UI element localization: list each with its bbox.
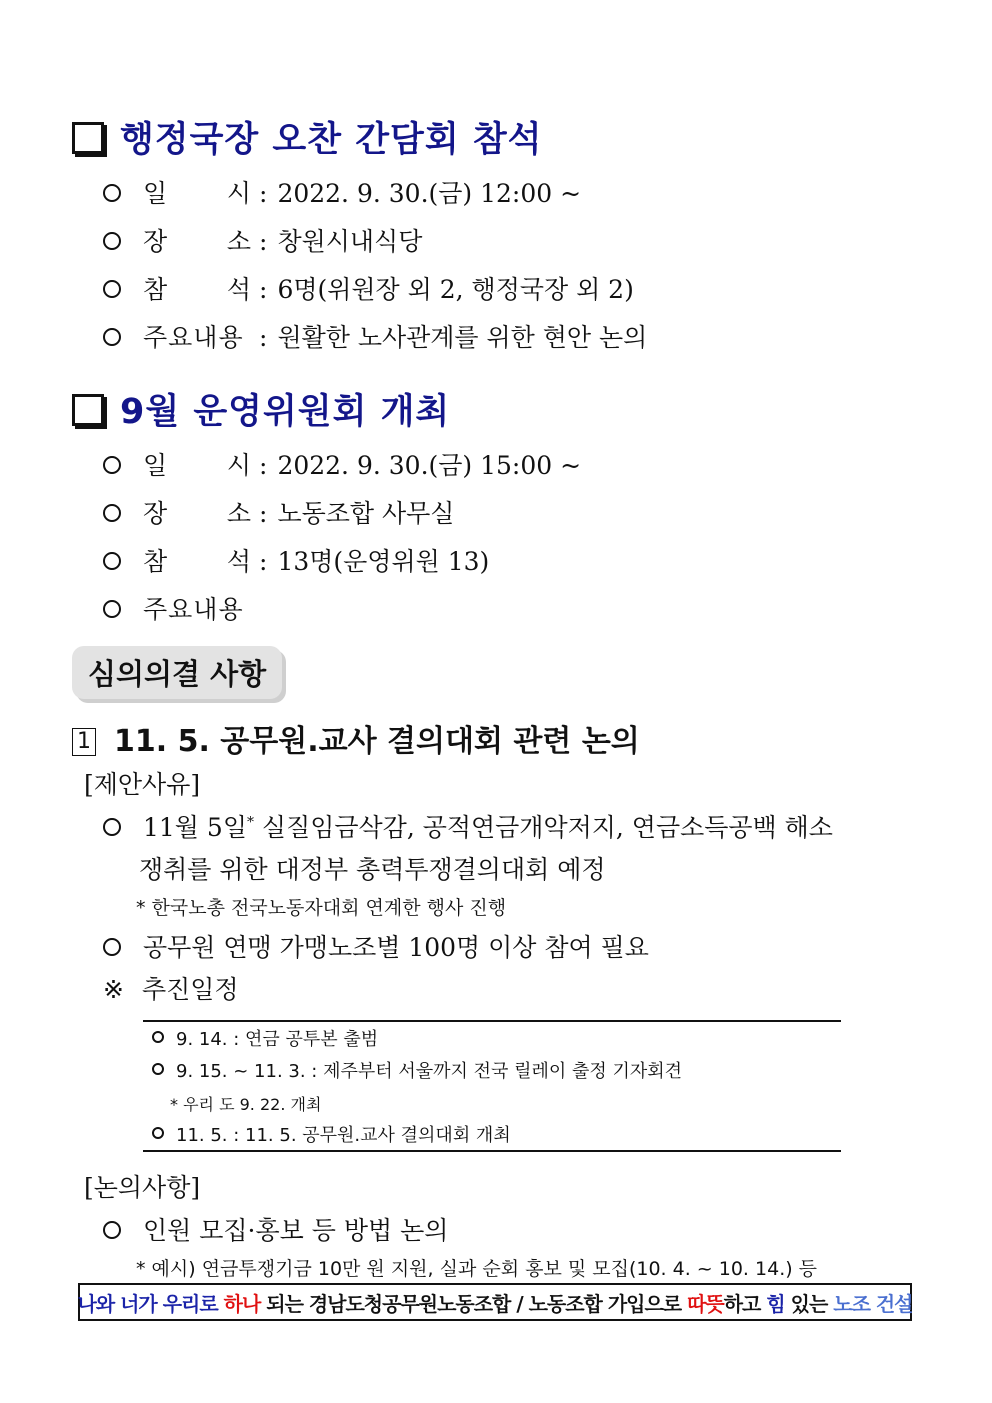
schedule-top-rule <box>143 1020 841 1022</box>
reason-note: * 한국노총 전국노동자대회 연계한 행사 진행 <box>136 897 507 919</box>
slogan-seg-7: 노조 건설 <box>833 1291 913 1316</box>
section2-title: 9월 운영위원회 개최 <box>120 392 451 432</box>
schedule-item-1: 9. 14. : 연금 공투본 출범 <box>152 1025 378 1051</box>
circle-bullet-icon <box>103 184 121 202</box>
agenda-title: 11. 5. 공무원.교사 결의대회 관련 논의 <box>114 724 640 759</box>
section1-heading <box>72 112 542 162</box>
reason-header: [제안사유] <box>84 770 201 799</box>
place-value: 창원시내식당 <box>277 227 423 256</box>
circle-bullet-icon <box>103 938 121 956</box>
small-circle-bullet-icon <box>152 1063 164 1075</box>
attendees-value: 13명(운영위원 13) <box>277 547 490 576</box>
schedule-bottom-rule <box>143 1150 841 1152</box>
circle-bullet-icon <box>103 1221 121 1239</box>
schedule-header: ※ 추진일정 <box>103 975 239 1004</box>
circle-bullet-icon <box>103 456 121 474</box>
attendees-value: 6명(위원장 외 2, 행정국장 외 2) <box>277 275 634 304</box>
section1-item-attendees: 참 석 : 6명(위원장 외 2, 행정국장 외 2) <box>103 270 634 306</box>
slogan-seg-5: 힘 <box>766 1291 785 1316</box>
footer-slogan <box>78 1283 912 1321</box>
discussion-header: [논의사항] <box>84 1173 201 1202</box>
agenda-heading <box>72 716 640 760</box>
discussion-item-1: 인원 모집·홍보 등 방법 논의 <box>103 1211 448 1247</box>
schedule-item-2: 9. 15. ~ 11. 3. : 제주부터 서울까지 전국 릴레이 출정 기자회견 <box>152 1057 682 1083</box>
date-value: 2022. 9. 30.(금) 15:00 ~ <box>277 451 582 480</box>
section2-heading <box>72 384 450 434</box>
circle-bullet-icon <box>103 328 121 346</box>
reason-item-1: 11월 5일* 실질임금삭감, 공적연금개악저지, 연금소득공백 해소 <box>103 808 833 844</box>
checkbox-square-icon <box>72 122 104 154</box>
circle-bullet-icon <box>103 504 121 522</box>
section1-item-date: 일 시 : 2022. 9. 30.(금) 12:00 ~ <box>103 174 581 210</box>
circle-bullet-icon <box>103 552 121 570</box>
deliberation-badge: 심의의결 사항 <box>72 646 282 699</box>
section2-item-attendees: 참 석 : 13명(운영위원 13) <box>103 542 489 578</box>
schedule-note: * 우리 도 9. 22. 개최 <box>170 1095 322 1114</box>
small-circle-bullet-icon <box>152 1127 164 1139</box>
place-value: 노동조합 사무실 <box>277 499 455 528</box>
section2-item-place: 장 소 : 노동조합 사무실 <box>103 494 454 530</box>
circle-bullet-icon <box>103 600 121 618</box>
content-value: 원활한 노사관계를 위한 현안 논의 <box>277 323 648 352</box>
slogan-seg-6: 있는 <box>784 1291 834 1316</box>
footnote-star: * <box>246 814 254 831</box>
section1-title: 행정국장 오찬 간담회 참석 <box>120 120 543 160</box>
reason-item-2: 공무원 연맹 가맹노조별 100명 이상 참여 필요 <box>103 928 649 964</box>
date-value: 2022. 9. 30.(금) 12:00 ~ <box>277 179 582 208</box>
agenda-number-box: 1 <box>72 728 96 756</box>
circle-bullet-icon <box>103 818 121 836</box>
section2-item-content: 주요내용 <box>103 590 244 626</box>
circle-bullet-icon <box>103 232 121 250</box>
slogan-seg-0: 나와 너가 우리로 <box>77 1291 224 1316</box>
slogan-seg-3: 따뜻 <box>687 1291 724 1316</box>
slogan-seg-4: 하고 <box>723 1291 767 1316</box>
reason-item-1-line2: 쟁취를 위한 대정부 총력투쟁결의대회 예정 <box>139 855 606 884</box>
slogan-seg-2: 되는 경남도청공무원노동조합 / 노동조합 가입으로 <box>260 1291 688 1316</box>
section1-item-place: 장 소 : 창원시내식당 <box>103 222 422 258</box>
section2-item-date: 일 시 : 2022. 9. 30.(금) 15:00 ~ <box>103 446 581 482</box>
slogan-seg-1: 하나 <box>223 1291 261 1316</box>
schedule-item-3: 11. 5. : 11. 5. 공무원.교사 결의대회 개최 <box>152 1121 511 1147</box>
discussion-note: * 예시) 연금투쟁기금 10만 원 지원, 실과 순회 홍보 및 모집(10. 4. ~ 10. 14.) 등 <box>136 1258 818 1280</box>
reference-mark-icon: ※ <box>103 975 124 1004</box>
checkbox-square-icon <box>72 394 104 426</box>
section1-item-content: 주요내용 : 원활한 노사관계를 위한 현안 논의 <box>103 318 647 354</box>
small-circle-bullet-icon <box>152 1031 164 1043</box>
circle-bullet-icon <box>103 280 121 298</box>
